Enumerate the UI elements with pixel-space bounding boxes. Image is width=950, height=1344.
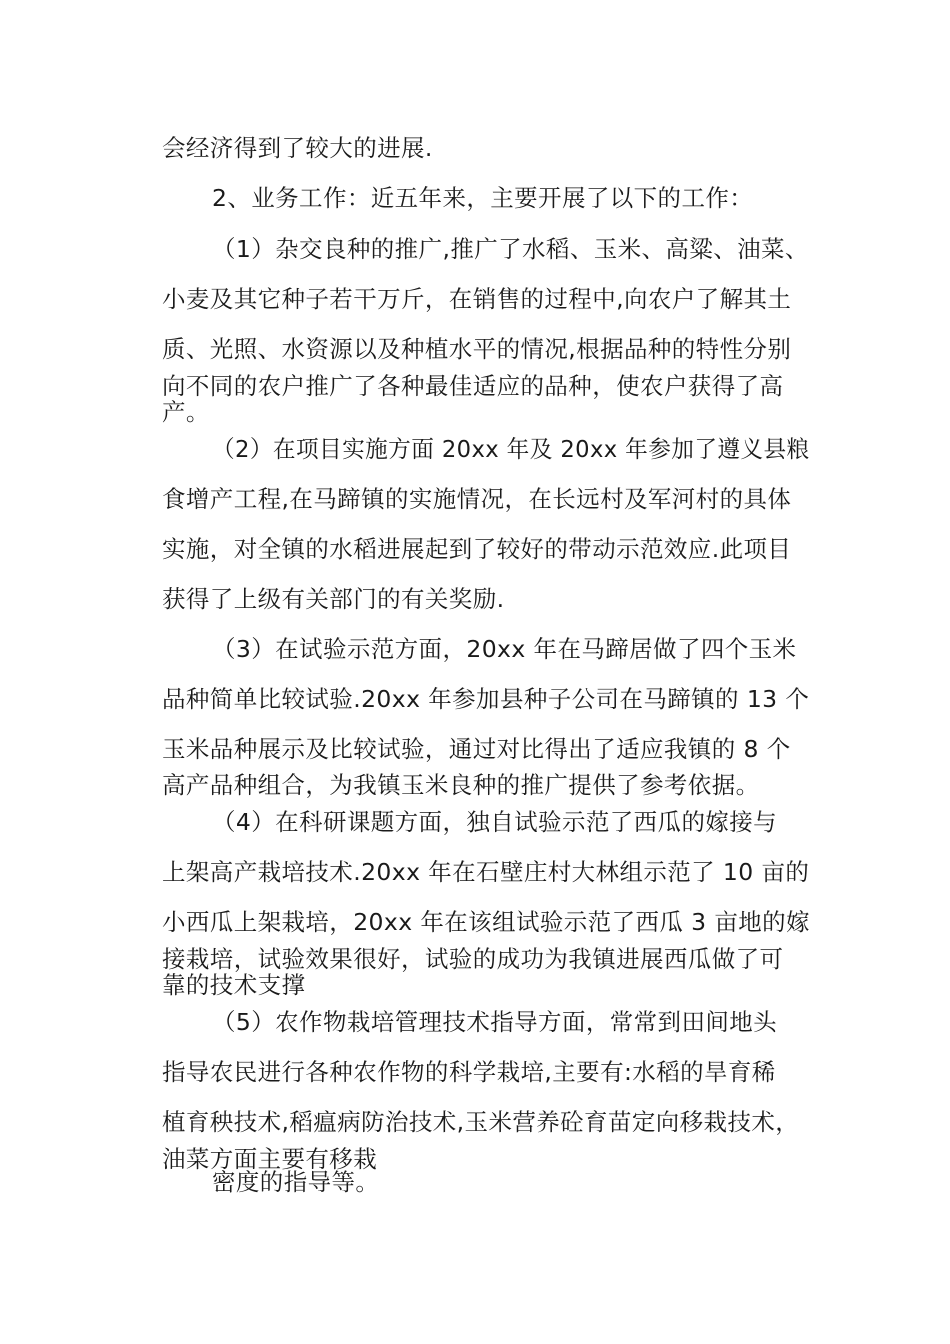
text-line: 2、业务工作：近五年来，主要开展了以下的工作： [212, 184, 754, 212]
text-line: 品种简单比较试验.20xx 年参加县种子公司在马蹄镇的 13 个 [162, 685, 810, 713]
text-line: 密度的指导等。 [212, 1168, 380, 1196]
text-line: 食增产工程,在马蹄镇的实施情况，在长远村及军河村的具体 [162, 485, 792, 513]
text-line: 上架高产栽培技术.20xx 年在石壁庄村大林组示范了 10 亩的 [162, 858, 810, 886]
text-line: 小西瓜上架栽培，20xx 年在该组试验示范了西瓜 3 亩地的嫁 [162, 908, 810, 936]
text-line: 小麦及其它种子若干万斤，在销售的过程中,向农户了解其土 [162, 285, 792, 313]
text-line: 高产品种组合，为我镇玉米良种的推广提供了参考依据。 [162, 771, 760, 799]
text-line: 接栽培，试验效果很好，试验的成功为我镇进展西瓜做了可 [162, 945, 784, 973]
text-line: （1）杂交良种的推广,推广了水稻、玉米、高粱、油菜、 [212, 235, 809, 263]
text-line: 植育秧技术,稻瘟病防治技术,玉米营养砼育苗定向移栽技术， [162, 1108, 800, 1136]
text-line: （4）在科研课题方面，独自试验示范了西瓜的嫁接与 [212, 808, 778, 836]
text-line: 质、光照、水资源以及种植水平的情况,根据品种的特性分别 [162, 335, 792, 363]
text-line: 靠的技术支撑 [162, 971, 306, 999]
text-line: 向不同的农户推广了各种最佳适应的品种，使农户获得了高 [162, 372, 784, 400]
text-line: 指导农民进行各种农作物的科学栽培,主要有:水稻的旱育稀 [162, 1058, 776, 1086]
text-line: 油菜方面主要有移栽 [162, 1145, 378, 1173]
text-line: （3）在试验示范方面，20xx 年在马蹄居做了四个玉米 [212, 635, 797, 663]
text-line: （2）在项目实施方面 20xx 年及 20xx 年参加了遵义县粮 [212, 435, 810, 463]
text-line: 实施，对全镇的水稻进展起到了较好的带动示范效应.此项目 [162, 535, 792, 563]
text-line: （5）农作物栽培管理技术指导方面，常常到田间地头 [212, 1008, 778, 1036]
text-line: 会经济得到了较大的进展. [162, 134, 433, 162]
text-line: 产。 [162, 398, 210, 426]
text-line: 玉米品种展示及比较试验，通过对比得出了适应我镇的 8 个 [162, 735, 791, 763]
text-line: 获得了上级有关部门的有关奖励. [162, 585, 505, 613]
